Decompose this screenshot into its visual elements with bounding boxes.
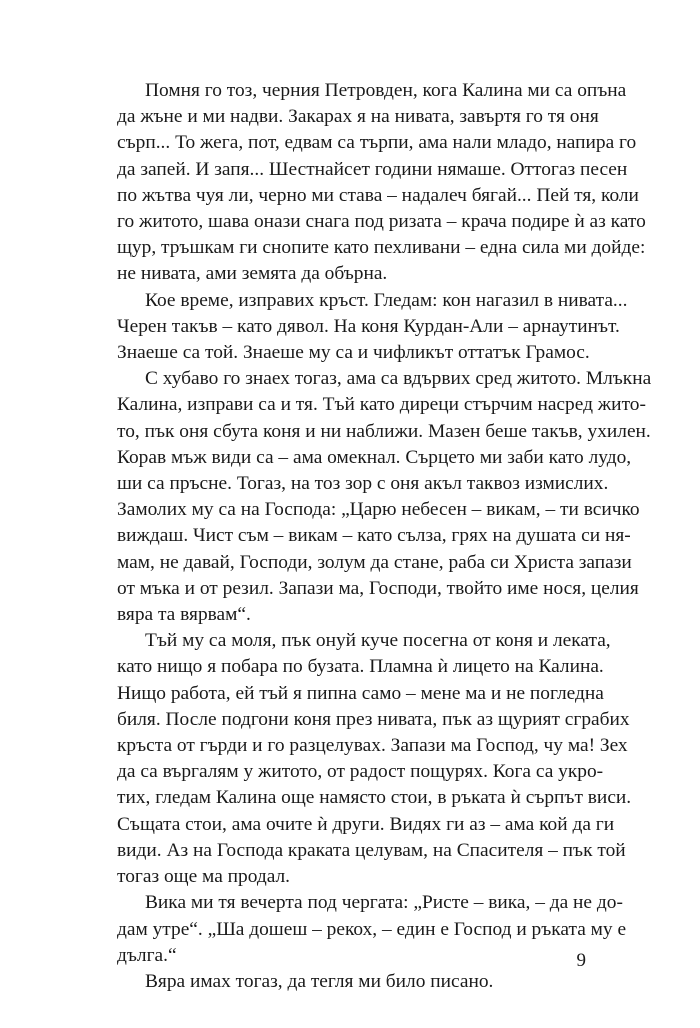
text-line: тогаз още ма продал. — [117, 866, 291, 888]
text-line: Нищо работа, ей тъй я пипна само – мене ма и не погледна — [117, 682, 604, 704]
paragraph — [117, 288, 628, 367]
text-line: дълга.“ — [117, 944, 177, 966]
text-line: виждаш. Чист съм – викам – като сълза, грях на душата си ня- — [117, 525, 631, 547]
text-line: Корав мъж види са – ама омекнал. Сърцето ми заби като лудо, — [117, 446, 632, 468]
text-line: Кое време, изправих кръст. Гледам: кон нагазил в нивата... — [145, 289, 628, 311]
text-line: от мъка и от резил. Запази ма, Господи, твойто име нося, целия — [117, 577, 639, 599]
text-line: то, пък оня сбута коня и ни наближи. Мазен беше такъв, ухилен. — [117, 420, 651, 442]
text-line: Вяра имах тогаз, да тегля ми било писано. — [145, 970, 494, 992]
text-line: да запей. И запя... Шестнайсет години нямаше. Оттогаз песен — [117, 158, 628, 180]
text-line: щур, тръшкам ги снопите като пехливани – една сила ми дойде: — [117, 237, 646, 259]
text-line: кръста от гърди и го разцелувах. Запази ма Господ, чу ма! Зех — [117, 735, 628, 757]
text-line: сърп... То жега, пот, едвам са търпи, ама нали младо, напира го — [117, 132, 637, 154]
body-text — [117, 78, 652, 995]
text-line: биля. После подгони коня през нивата, пък аз щурият сграбих — [117, 708, 630, 730]
text-line: С хубаво го знаех тогаз, ама са вдървих сред житото. Млъкна — [145, 368, 652, 390]
paragraph — [117, 78, 646, 288]
paragraph — [117, 890, 627, 969]
text-line: го житото, шава онази снага под ризата – крача подире ѝ аз като — [117, 211, 646, 233]
text-line: по жътва чуя ли, черно ми става – надалеч бягай... Пей тя, коли — [117, 184, 639, 206]
page-number: 9 — [576, 950, 586, 971]
text-line: дам утре“. „Ша дошеш – рекох, – един е Господ и ръката му е — [117, 918, 627, 940]
text-line: Знаеше са той. Знаеше му са и чифликът оттатък Грамос. — [117, 342, 590, 364]
text-line: Калина, изправи са и тя. Тъй като диреци стърчим насред жито- — [117, 394, 646, 416]
paragraph — [117, 628, 632, 890]
text-line: като нищо я побара по бузата. Пламна ѝ лицето на Калина. — [117, 656, 604, 678]
text-line: Същата стои, ама очите ѝ други. Видях ги аз – ама кой да ги — [117, 813, 615, 835]
paragraph — [117, 969, 581, 995]
text-line: вяра та вярвам“. — [117, 604, 251, 626]
text-line: не нивата, ами земята да обърна. — [117, 263, 388, 285]
text-line: Помня го тоз, черния Петровден, кога Калина ми са опъна — [145, 80, 627, 101]
text-line: мам, не давай, Господи, золум да стане, раба си Христа запази — [117, 551, 632, 573]
text-line: Замолих му са на Господа: „Царю небесен – викам, – ти всичко — [117, 499, 640, 521]
text-line: да са въргалям у житото, от радост пощурях. Кога са укро- — [117, 761, 604, 783]
text-line: да жъне и ми надви. Закарах я на нивата, завъртя го тя оня — [117, 106, 599, 128]
text-line: тих, гледам Калина още намясто стои, в ръката ѝ сърпът виси. — [117, 787, 632, 809]
text-line: Вика ми тя вечерта под чергата: „Ристе – вика, – да не до- — [145, 892, 623, 914]
text-line: Черен такъв – като дявол. На коня Курдан-Али – арнаутинът. — [117, 315, 620, 337]
text-line: Тъй му са моля, пък онуй куче посегна от коня и леката, — [145, 630, 611, 652]
text-line: ши са пръсне. Тогаз, на тоз зор с оня акъл таквоз измислих. — [117, 473, 609, 495]
paragraph — [117, 366, 652, 628]
text-line: види. Аз на Господа краката целувам, на Спасителя – пък той — [117, 839, 626, 861]
